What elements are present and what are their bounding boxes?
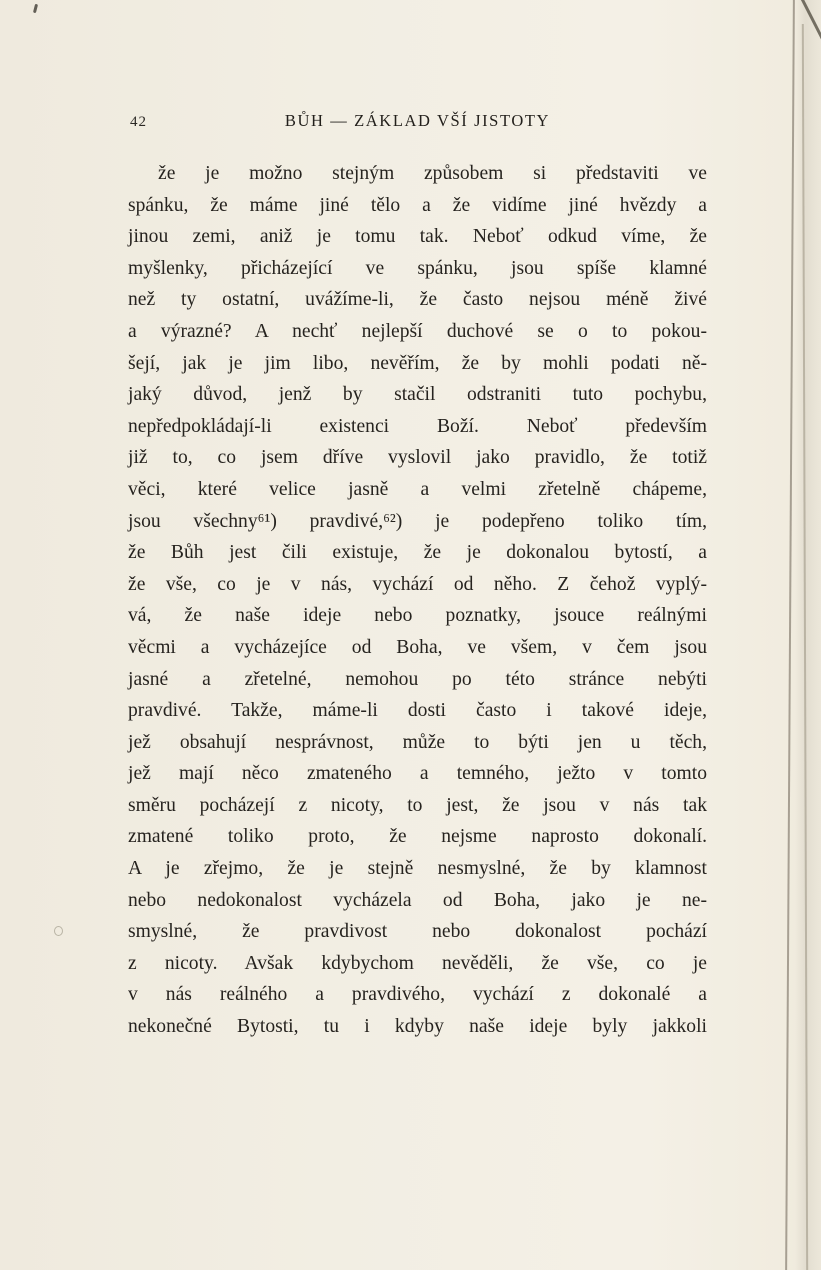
- body-text-block: [128, 158, 707, 1043]
- text-line: nepředpokládají-li existenci Boží. Neboť především: [128, 415, 707, 437]
- text-line: jaký důvod, jenž by stačil odstraniti tuto pochybu,: [128, 384, 707, 406]
- text-line: a výrazné? A nechť nejlepší duchové se o to pokou-: [128, 320, 707, 342]
- text-line: že Bůh jest čili existuje, že je dokonalou bytostí, a: [128, 542, 707, 564]
- text-line: z nicoty. Avšak kdybychom nevěděli, že vše, co je: [128, 952, 707, 974]
- text-line: jinou zemi, aniž je tomu tak. Neboť odkud víme, že: [128, 226, 707, 248]
- page-edge-line: [785, 0, 795, 1270]
- text-line: jasné a zřetelné, nemohou po této stránce nebýti: [128, 668, 707, 690]
- text-line: A je zřejmo, že je stejně nesmyslné, že by klamnost: [128, 858, 707, 880]
- text-line: vá, že naše ideje nebo poznatky, jsouce reálnými: [128, 605, 707, 627]
- text-line: že vše, co je v nás, vychází od něho. Z čehož vyplý-: [128, 573, 707, 595]
- page-edge-shadow: [795, 0, 821, 1270]
- text-line: směru pocházejí z nicoty, to jest, že jsou v nás tak: [128, 794, 707, 816]
- text-line: věcmi a vycházejíce od Boha, ve všem, v čem jsou: [128, 636, 707, 658]
- text-line: pravdivé. Takže, máme-li dosti často i takové ideje,: [128, 700, 707, 722]
- scan-speck: [33, 4, 38, 13]
- text-line: jež obsahují nesprávnost, může to býti jen u těch,: [128, 731, 707, 753]
- text-line: věci, které velice jasně a velmi zřetelně chápeme,: [128, 478, 707, 500]
- scan-speck: [54, 926, 63, 936]
- text-line: myšlenky, přicházející ve spánku, jsou spíše klamné: [128, 257, 707, 279]
- text-line: že je možno stejným způsobem si představiti ve: [158, 163, 707, 184]
- text-line: šejí, jak je jim libo, nevěřím, že by mohli podati ně-: [128, 352, 707, 374]
- text-line: jsou všechny⁶¹) pravdivé,⁶²) je podepřeno toliko tím,: [128, 510, 707, 532]
- chapter-running-title: BŮH — ZÁKLAD VŠÍ JISTOTY: [284, 111, 551, 130]
- text-line: zmatené toliko proto, že nejsme naprosto dokonalí.: [128, 826, 707, 848]
- text-line: nebo nedokonalost vycházela od Boha, jako je ne-: [128, 889, 707, 911]
- text-line: již to, co jsem dříve vyslovil jako pravidlo, že totiž: [128, 447, 707, 469]
- page-number: 42: [130, 114, 147, 130]
- text-line: než ty ostatní, uvážíme-li, že často nejsou méně živé: [128, 289, 707, 311]
- text-line: spánku, že máme jiné tělo a že vidíme jiné hvězdy a: [128, 194, 707, 216]
- running-header: [128, 111, 707, 133]
- text-line: smyslné, že pravdivost nebo dokonalost pochází: [128, 921, 707, 943]
- text-line: v nás reálného a pravdivého, vychází z dokonalé a: [128, 984, 707, 1006]
- text-line: nekonečné Bytosti, tu i kdyby naše ideje byly jakkoli: [128, 1016, 707, 1038]
- text-line: jež mají něco zmateného a temného, ježto v tomto: [128, 763, 707, 785]
